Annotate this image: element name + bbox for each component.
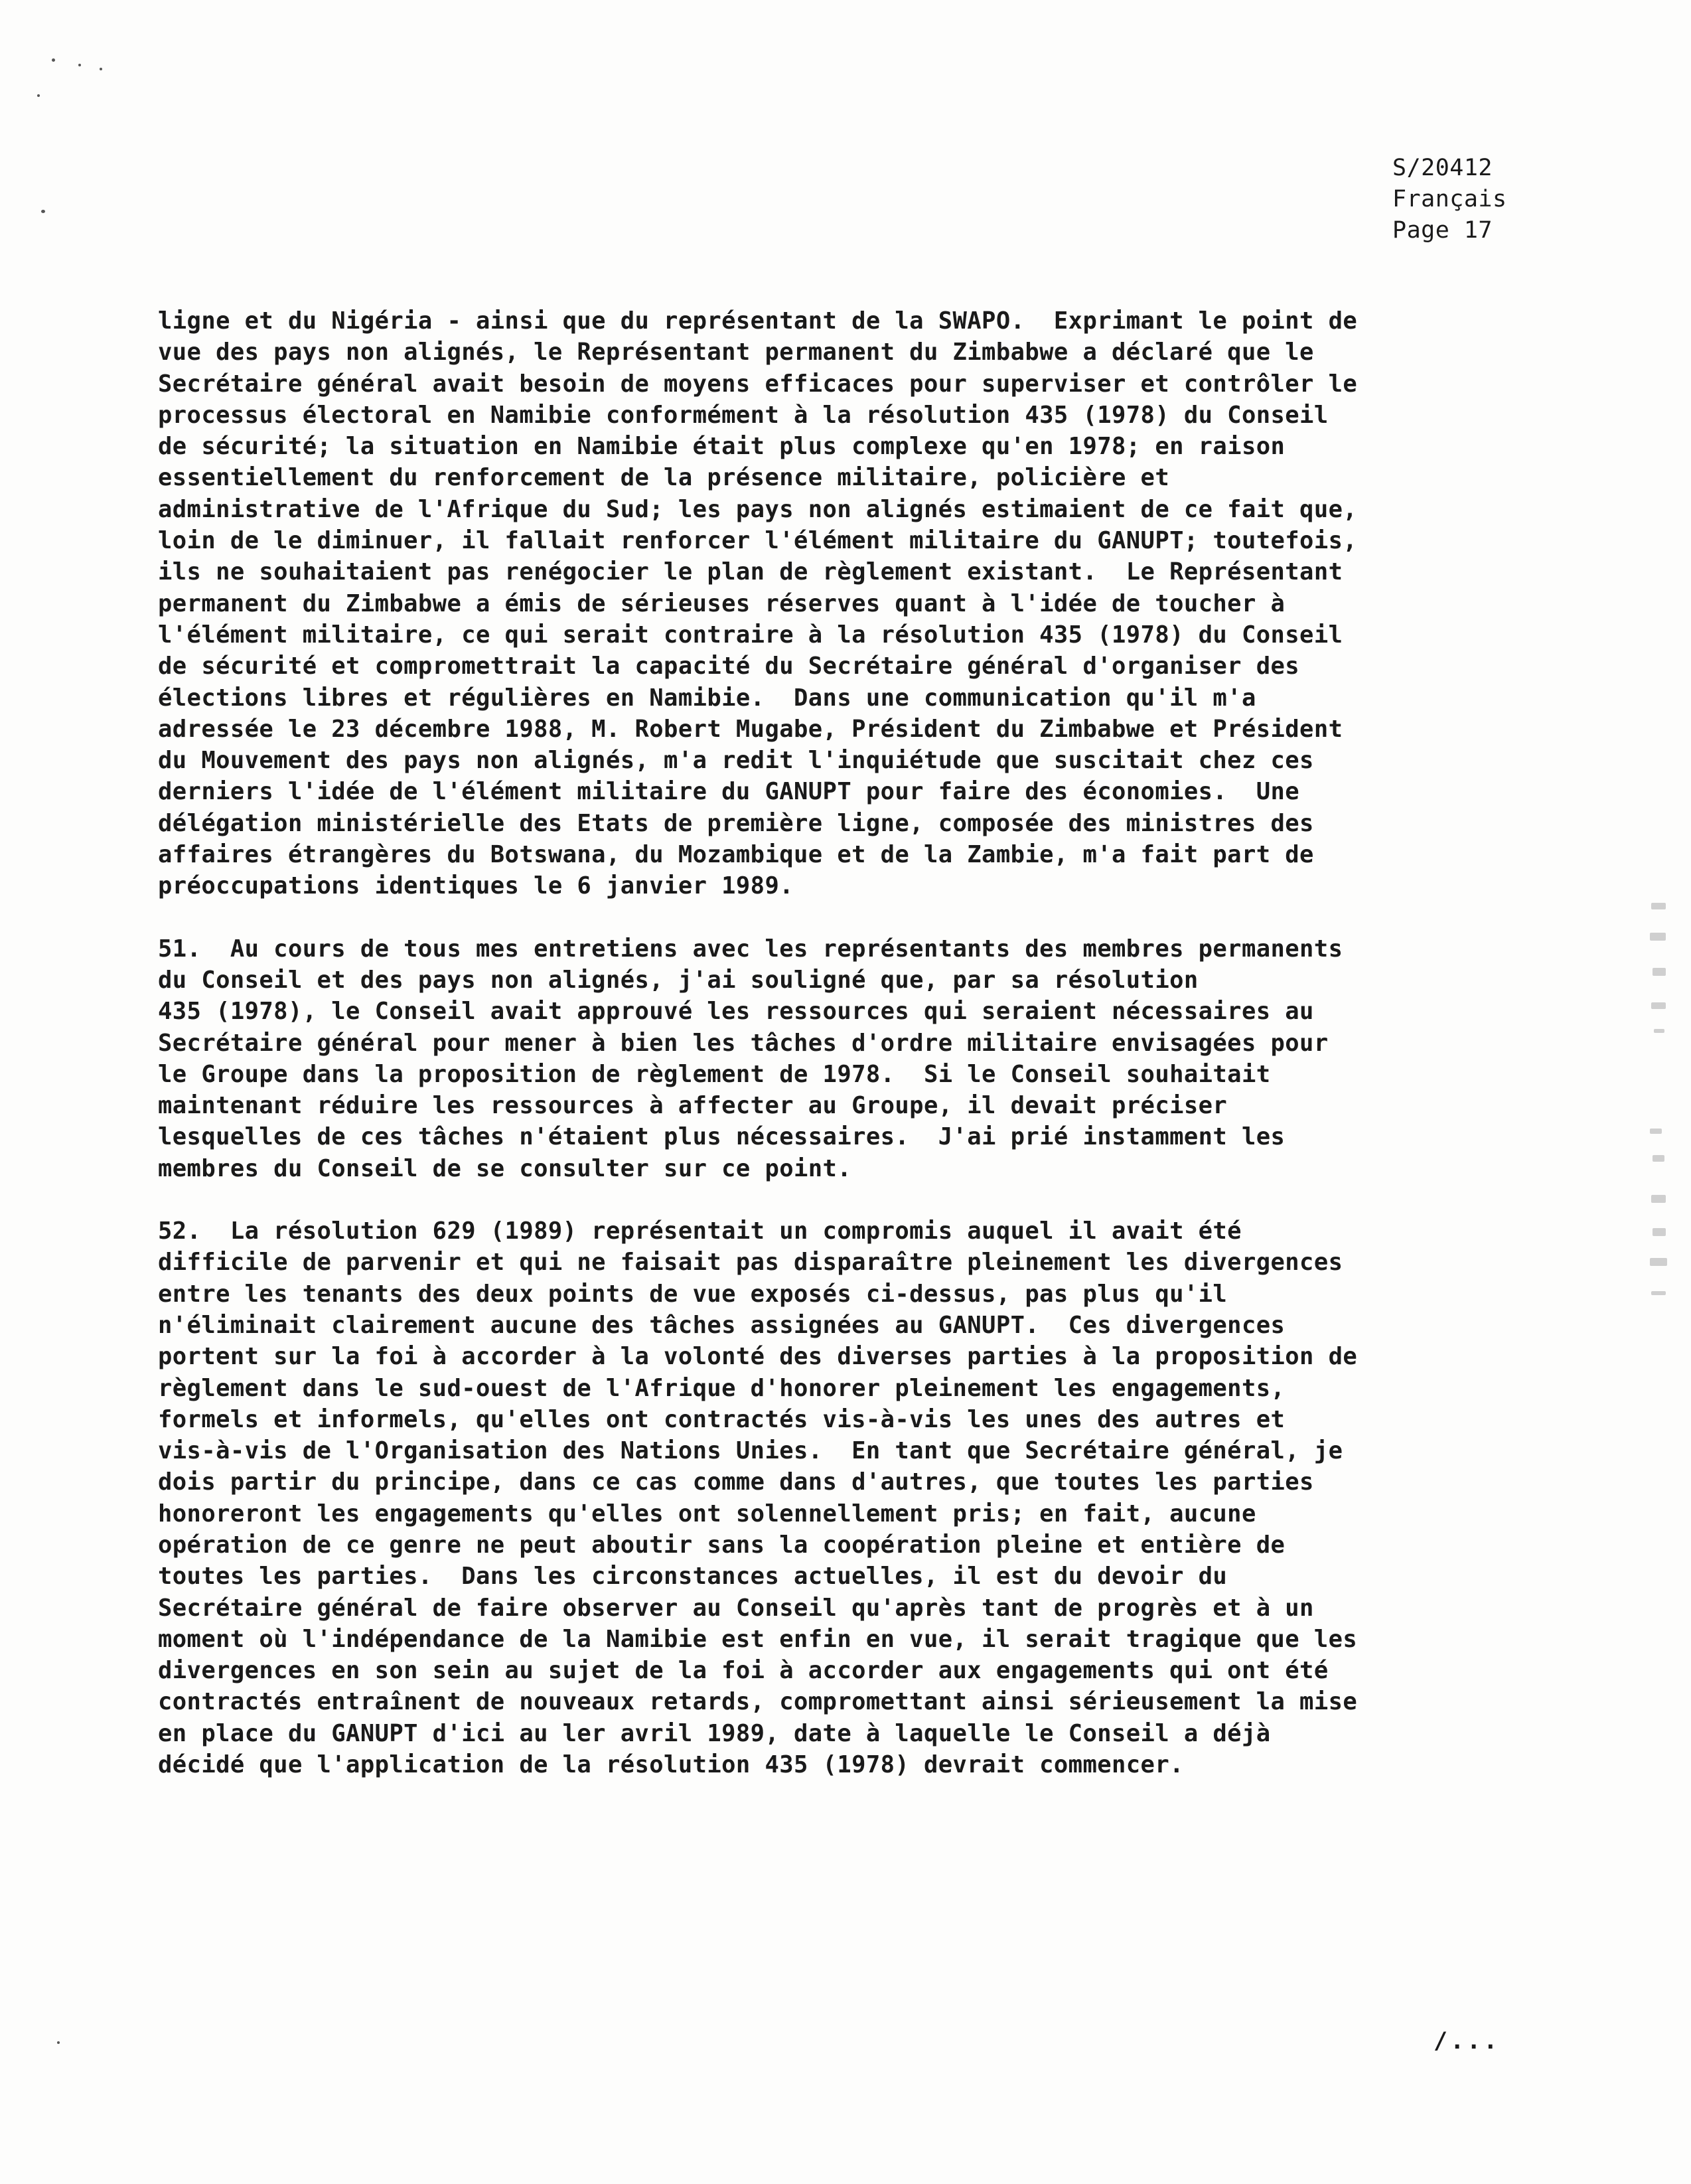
text-line: de sécurité et compromettrait la capacité du Secrétaire général d'organiser des xyxy=(158,653,1300,680)
margin-mark xyxy=(1650,933,1666,941)
text-line: divergences en son sein au sujet de la foi à accorder aux engagements qui ont été xyxy=(158,1657,1329,1685)
scan-speck xyxy=(100,68,102,70)
margin-mark xyxy=(1651,1195,1666,1203)
text-line: règlement dans le sud-ouest de l'Afrique d'honorer pleinement les engagements, xyxy=(158,1374,1286,1402)
text-line: essentiellement du renforcement de la présence militaire, policière et xyxy=(158,464,1170,492)
text-line: opération de ce genre ne peut aboutir sans la coopération pleine et entière de xyxy=(158,1531,1286,1559)
text-line: affaires étrangères du Botswana, du Mozambique et de la Zambie, m'a fait part de xyxy=(158,841,1314,869)
document-header xyxy=(1392,153,1645,246)
paragraph-gap xyxy=(158,1184,1525,1215)
text-line: du Mouvement des pays non alignés, m'a redit l'inquiétude que suscitait chez ces xyxy=(158,747,1314,775)
paragraph xyxy=(158,305,1525,902)
continuation-mark: /... xyxy=(1434,2028,1501,2055)
margin-mark xyxy=(1651,1291,1666,1295)
margin-mark xyxy=(1651,1002,1666,1009)
text-line: formels et informels, qu'elles ont contractés vis-à-vis les unes des autres et xyxy=(158,1405,1286,1433)
text-line: difficile de parvenir et qui ne faisait pas disparaître pleinement les divergences xyxy=(158,1249,1343,1277)
text-line: ils ne souhaitaient pas renégocier le plan de règlement existant. Le Représentant xyxy=(158,558,1343,586)
page-number: Page 17 xyxy=(1392,217,1493,244)
scan-speck xyxy=(41,210,45,213)
paragraph-51 xyxy=(158,933,1525,1184)
text-line: toutes les parties. Dans les circonstances actuelles, il est du devoir du xyxy=(158,1563,1228,1591)
text-line: vis-à-vis de l'Organisation des Nations Unies. En tant que Secrétaire général, je xyxy=(158,1437,1343,1465)
text-line: 435 (1978), le Conseil avait approuvé les ressources qui seraient nécessaires au xyxy=(158,998,1314,1026)
scan-speck xyxy=(78,64,81,66)
text-line: membres du Conseil de se consulter sur ce point. xyxy=(158,1154,852,1182)
text-line: lesquelles de ces tâches n'étaient plus nécessaires. J'ai prié instamment les xyxy=(158,1123,1286,1151)
text-line: moment où l'indépendance de la Namibie est enfin en vue, il serait tragique que les xyxy=(158,1625,1358,1653)
paragraph-gap xyxy=(158,902,1525,933)
text-line: du Conseil et des pays non alignés, j'ai souligné que, par sa résolution xyxy=(158,966,1199,994)
margin-mark xyxy=(1653,1155,1664,1162)
margin-mark xyxy=(1654,1029,1664,1033)
document-symbol: S/20412 xyxy=(1392,155,1493,181)
text-line: décidé que l'application de la résolution 435 (1978) devrait commencer. xyxy=(158,1751,1184,1779)
text-line: préoccupations identiques le 6 janvier 1989. xyxy=(158,872,794,900)
text-line: Secrétaire général de faire observer au Conseil qu'après tant de progrès et à un xyxy=(158,1594,1314,1622)
text-line: derniers l'idée de l'élément militaire du GANUPT pour faire des économies. Une xyxy=(158,778,1300,806)
margin-mark xyxy=(1650,1258,1667,1266)
text-line: entre les tenants des deux points de vue exposés ci-dessus, pas plus qu'il xyxy=(158,1280,1228,1308)
scan-speck xyxy=(57,2041,60,2044)
text-line: dois partir du principe, dans ce cas comme dans d'autres, que toutes les parties xyxy=(158,1468,1314,1496)
text-line: vue des pays non alignés, le Représentant permanent du Zimbabwe a déclaré que le xyxy=(158,339,1314,366)
margin-mark xyxy=(1653,1228,1666,1236)
margin-mark xyxy=(1653,968,1666,976)
text-line: 51. Au cours de tous mes entretiens avec les représentants des membres permanents xyxy=(158,935,1343,963)
text-line: Secrétaire général pour mener à bien les tâches d'ordre militaire envisagées pour xyxy=(158,1029,1329,1057)
scan-speck xyxy=(37,94,40,97)
text-line: délégation ministérielle des Etats de première ligne, composée des ministres des xyxy=(158,809,1314,837)
text-line: 52. La résolution 629 (1989) représentait un compromis auquel il avait été xyxy=(158,1217,1242,1245)
text-line: loin de le diminuer, il fallait renforcer l'élément militaire du GANUPT; toutefois, xyxy=(158,527,1358,555)
text-line: portent sur la foi à accorder à la volonté des diverses parties à la proposition de xyxy=(158,1343,1358,1371)
document-language: Français xyxy=(1392,186,1507,212)
text-line: élections libres et régulières en Namibie. Dans une communication qu'il m'a xyxy=(158,684,1256,712)
text-line: ligne et du Nigéria - ainsi que du représentant de la SWAPO. Exprimant le point de xyxy=(158,307,1358,335)
text-line: adressée le 23 décembre 1988, M. Robert Mugabe, Président du Zimbabwe et Président xyxy=(158,715,1343,743)
text-line: l'élément militaire, ce qui serait contraire à la résolution 435 (1978) du Conseil xyxy=(158,621,1343,649)
paragraph-52 xyxy=(158,1215,1525,1780)
text-line: de sécurité; la situation en Namibie était plus complexe qu'en 1978; en raison xyxy=(158,433,1286,461)
text-line: contractés entraînent de nouveaux retards, compromettant ainsi sérieusement la mise xyxy=(158,1688,1358,1716)
text-line: le Groupe dans la proposition de règlement de 1978. Si le Conseil souhaitait xyxy=(158,1060,1271,1088)
text-line: Secrétaire général avait besoin de moyens efficaces pour superviser et contrôler le xyxy=(158,370,1358,398)
text-line: administrative de l'Afrique du Sud; les pays non alignés estimaient de ce fait que, xyxy=(158,495,1358,523)
text-line: maintenant réduire les ressources à affecter au Groupe, il devait préciser xyxy=(158,1092,1228,1120)
text-line: permanent du Zimbabwe a émis de sérieuses réserves quant à l'idée de toucher à xyxy=(158,589,1286,617)
margin-mark xyxy=(1651,903,1666,909)
text-line: processus électoral en Namibie conformément à la résolution 435 (1978) du Conseil xyxy=(158,401,1329,429)
text-line: n'éliminait clairement aucune des tâches assignées au GANUPT. Ces divergences xyxy=(158,1311,1286,1339)
document-body xyxy=(158,305,1525,1780)
margin-mark xyxy=(1650,1129,1662,1134)
scan-speck xyxy=(52,58,55,62)
text-line: honoreront les engagements qu'elles ont solennellement pris; en fait, aucune xyxy=(158,1500,1256,1527)
text-line: en place du GANUPT d'ici au ler avril 1989, date à laquelle le Conseil a déjà xyxy=(158,1719,1271,1747)
